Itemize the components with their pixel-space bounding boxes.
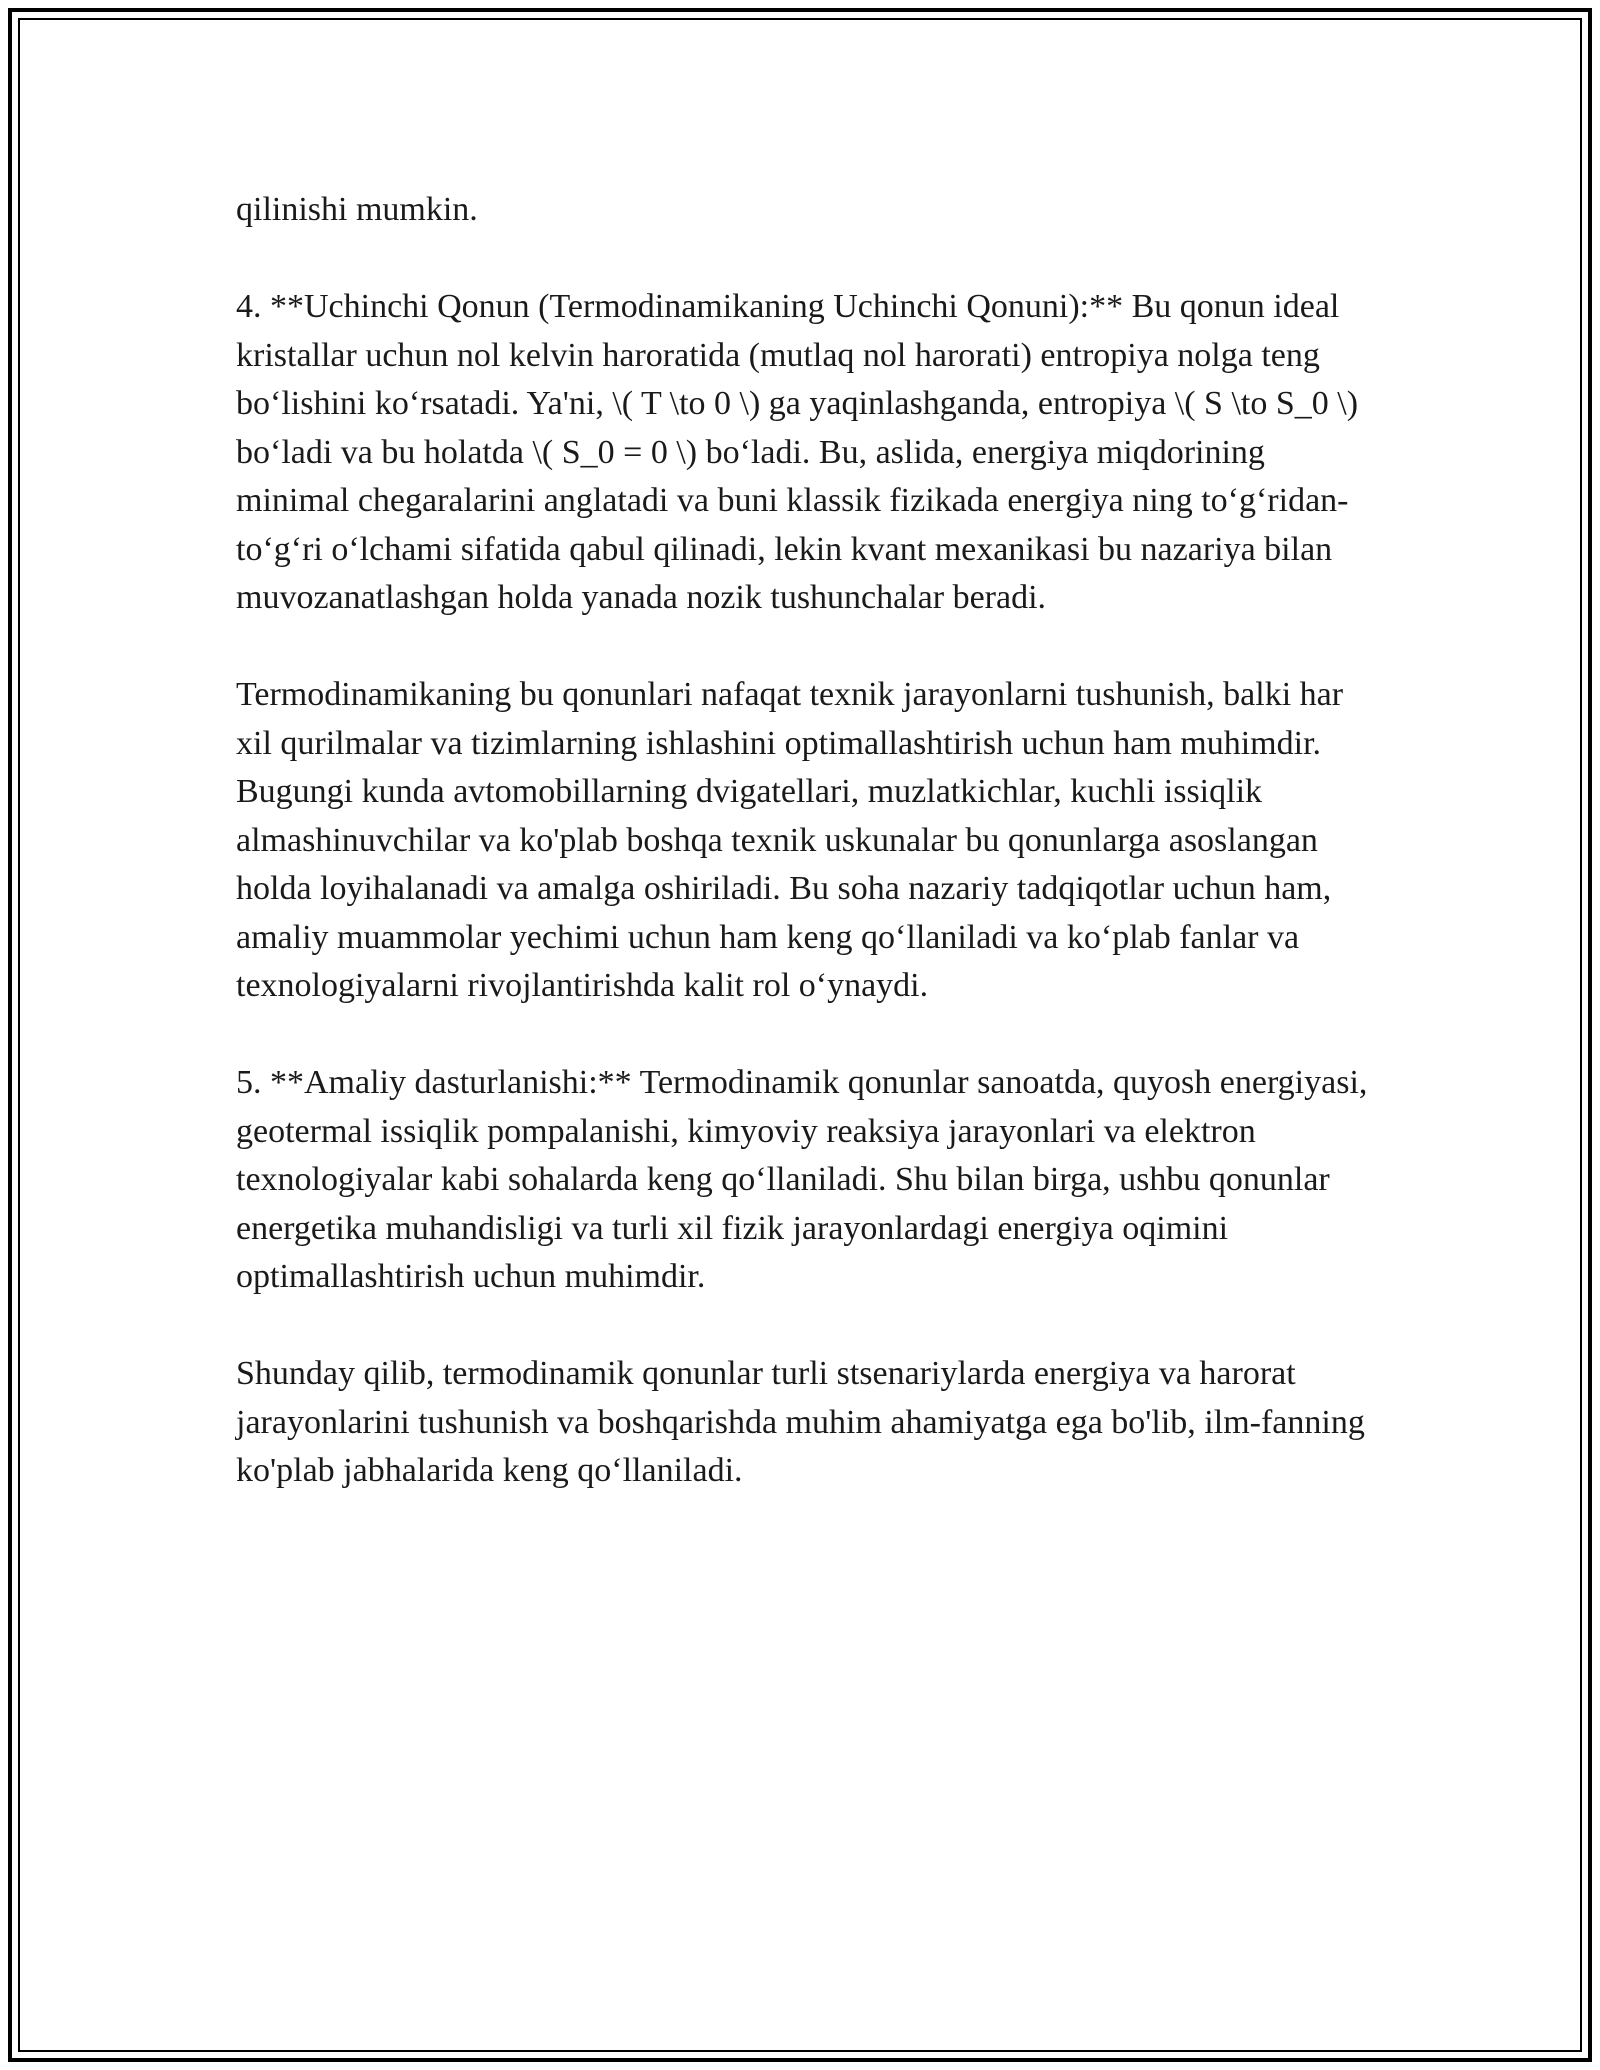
paragraph-continuation: qilinishi mumkin.	[236, 191, 478, 228]
document-body	[236, 186, 1376, 1496]
paragraph-third-law: 4. **Uchinchi Qonun (Termodinamikaning Uchinchi Qonuni):** Bu qonun ideal kristallar uchun nol kelvin haroratida (mutlaq nol harorati) entropiya nolga teng bo‘lishini ko‘rsatadi. Ya'ni, \( T \to 0 \) ga yaqinlashganda, entropiya \( S \to S_0 \) bo‘ladi va bu holatda \( S_0 = 0 \) bo‘ladi. Bu, aslida, energiya miqdorining minimal chegaralarini anglatadi va buni klassik fizikada energiya ning to‘g‘ridan-to‘g‘ri o‘lchami sifatida qabul qilinadi, lekin kvant mexanikasi bu nazariya bilan muvozanatlashgan holda yanada nozik tushunchalar beradi.	[236, 288, 1359, 616]
paragraph-applications: 5. **Amaliy dasturlanishi:** Termodinamik qonunlar sanoatda, quyosh energiyasi, geotermal issiqlik pompalanishi, kimyoviy reaksiya jarayonlari va elektron texnologiyalar kabi sohalarda keng qo‘llaniladi. Shu bilan birga, ushbu qonunlar energetika muhandisligi va turli xil fizik jarayonlardagi energiya oqimini optimallashtirish uchun muhimdir.	[236, 1064, 1368, 1295]
paragraph-importance: Termodinamikaning bu qonunlari nafaqat texnik jarayonlarni tushunish, balki har xil qurilmalar va tizimlarning ishlashini optimallashtirish uchun ham muhimdir. Bugungi kunda avtomobillarning dvigatellari, muzlatkichlar, kuchli issiqlik almashinuvchilar va ko'plab boshqa texnik uskunalar bu qonunlarga asoslangan holda loyihalanadi va amalga oshiriladi. Bu soha nazariy tadqiqotlar uchun ham, amaliy muammolar yechimi uchun ham keng qo‘llaniladi va ko‘plab fanlar va texnologiyalarni rivojlantirishda kalit rol o‘ynaydi.	[236, 676, 1344, 1004]
paragraph-conclusion: Shunday qilib, termodinamik qonunlar turli stsenariylarda energiya va harorat jarayonlarini tushunish va boshqarishda muhim ahamiyatga ega bo'lib, ilm-fanning ko'plab jabhalarida keng qo‘llaniladi.	[236, 1355, 1365, 1489]
